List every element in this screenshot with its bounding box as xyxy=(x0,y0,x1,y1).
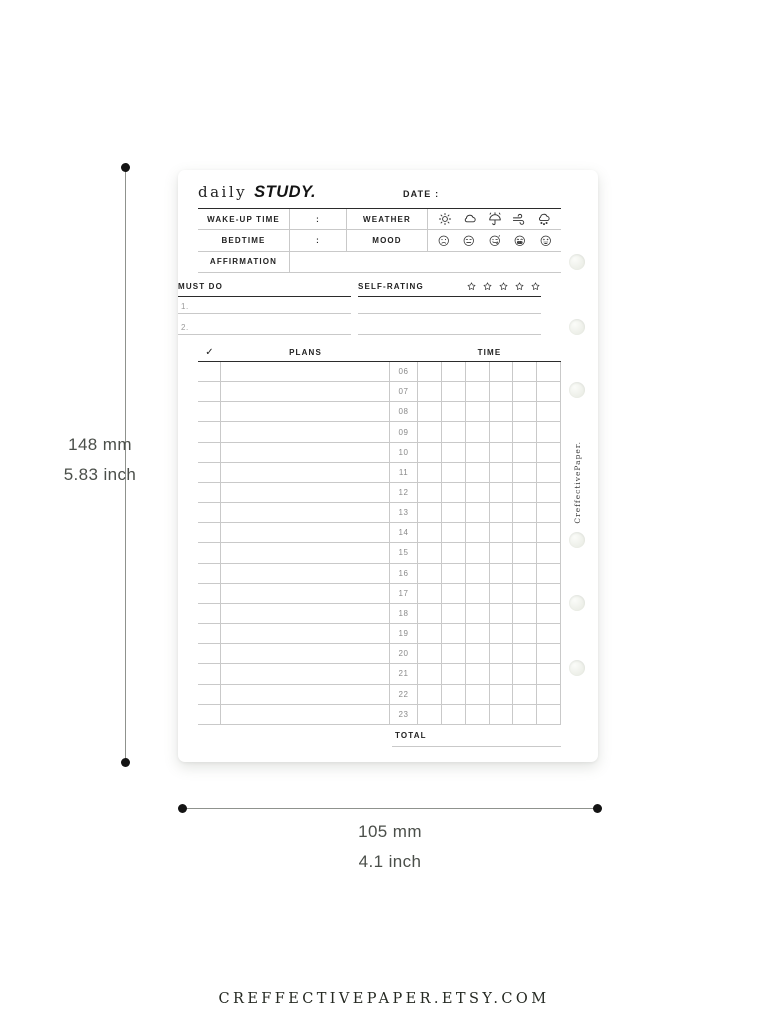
star-icon[interactable] xyxy=(482,281,493,292)
schedule-row xyxy=(198,543,561,563)
time-slot-cell[interactable] xyxy=(442,664,466,683)
time-slot-cell[interactable] xyxy=(537,604,561,623)
star-icon[interactable] xyxy=(530,281,541,292)
schedule-row xyxy=(198,564,561,584)
time-slot-cell[interactable] xyxy=(490,584,514,603)
title-study: STUDY. xyxy=(254,183,317,201)
plan-cell[interactable] xyxy=(221,463,390,482)
time-slot-cell[interactable] xyxy=(537,584,561,603)
hour-label: 10 xyxy=(390,443,418,462)
time-slot-cell[interactable] xyxy=(513,644,537,663)
hour-label: 20 xyxy=(390,644,418,663)
check-cell[interactable] xyxy=(198,644,221,663)
mood-icons xyxy=(428,230,561,251)
must-do-label: MUST DO xyxy=(178,281,223,291)
time-slot-cell[interactable] xyxy=(490,644,514,663)
time-slot-cell[interactable] xyxy=(513,543,537,562)
hour-label: 11 xyxy=(390,463,418,482)
time-slot-cell[interactable] xyxy=(442,463,466,482)
hour-label: 18 xyxy=(390,604,418,623)
time-slot-cell[interactable] xyxy=(418,664,442,683)
time-slot-cell[interactable] xyxy=(418,604,442,623)
plan-cell[interactable] xyxy=(221,362,390,381)
time-slot-cell[interactable] xyxy=(418,463,442,482)
schedule-row xyxy=(198,644,561,664)
schedule-row xyxy=(198,422,561,442)
time-slot-cell[interactable] xyxy=(490,604,514,623)
check-cell[interactable] xyxy=(198,463,221,482)
time-slot-cell[interactable] xyxy=(490,543,514,562)
check-cell[interactable] xyxy=(198,483,221,502)
wakeup-label: WAKE-UP TIME xyxy=(207,214,280,224)
plan-cell[interactable] xyxy=(221,422,390,441)
time-slot-cell[interactable] xyxy=(466,483,490,502)
time-slot-cell[interactable] xyxy=(418,523,442,542)
check-cell[interactable] xyxy=(198,523,221,542)
time-slot-cell[interactable] xyxy=(418,443,442,462)
time-slot-cell[interactable] xyxy=(466,382,490,401)
must-do-line[interactable] xyxy=(178,314,351,335)
plan-cell[interactable] xyxy=(221,604,390,623)
time-slot-cell[interactable] xyxy=(490,362,514,381)
width-mm-label: 105 mm xyxy=(358,822,422,841)
hour-label: 19 xyxy=(390,624,418,643)
time-slot-cell[interactable] xyxy=(513,483,537,502)
time-slot-cell[interactable] xyxy=(418,564,442,583)
brand-text: CreffectivePaper. xyxy=(573,440,582,524)
schedule-row xyxy=(198,624,561,644)
time-slot-cell[interactable] xyxy=(442,685,466,704)
schedule-row xyxy=(198,503,561,523)
binder-hole xyxy=(569,595,585,611)
check-cell[interactable] xyxy=(198,584,221,603)
time-slot-cell[interactable] xyxy=(513,523,537,542)
width-inch-label: 4.1 inch xyxy=(358,852,422,871)
hour-label: 21 xyxy=(390,664,418,683)
time-column-header: TIME xyxy=(477,348,502,357)
plan-cell[interactable] xyxy=(221,503,390,522)
schedule-table xyxy=(198,344,561,751)
total-field[interactable] xyxy=(392,746,561,747)
time-slot-cell[interactable] xyxy=(490,402,514,421)
wakeup-colon: : xyxy=(316,214,320,224)
schedule-row xyxy=(198,705,561,725)
vertical-brand xyxy=(571,434,584,530)
plan-cell[interactable] xyxy=(221,624,390,643)
time-slot-cell[interactable] xyxy=(537,624,561,643)
sun-icon[interactable] xyxy=(437,211,453,227)
time-slot-cell[interactable] xyxy=(466,705,490,724)
hour-label: 07 xyxy=(390,382,418,401)
time-slot-cell[interactable] xyxy=(490,443,514,462)
time-slot-cell[interactable] xyxy=(537,685,561,704)
schedule-row xyxy=(198,402,561,422)
affirmation-label: AFFIRMATION xyxy=(209,257,278,267)
star-icon[interactable] xyxy=(466,281,477,292)
schedule-header xyxy=(198,344,561,362)
time-slot-cell[interactable] xyxy=(537,483,561,502)
time-slot-cell[interactable] xyxy=(537,402,561,421)
schedule-row xyxy=(198,463,561,483)
plan-cell[interactable] xyxy=(221,664,390,683)
time-slot-cell[interactable] xyxy=(513,584,537,603)
dimension-dot xyxy=(121,163,130,172)
plan-cell[interactable] xyxy=(221,443,390,462)
star-icon[interactable] xyxy=(514,281,525,292)
time-slot-cell[interactable] xyxy=(513,443,537,462)
wind-icon[interactable] xyxy=(511,211,527,227)
time-slot-cell[interactable] xyxy=(418,402,442,421)
rating-line[interactable] xyxy=(358,297,541,314)
schedule-row xyxy=(198,382,561,402)
time-slot-cell[interactable] xyxy=(513,402,537,421)
time-slot-cell[interactable] xyxy=(466,503,490,522)
hour-label: 06 xyxy=(390,362,418,381)
weather-label: WEATHER xyxy=(363,214,411,224)
rain-umbrella-icon[interactable] xyxy=(487,211,503,227)
time-slot-cell[interactable] xyxy=(418,644,442,663)
time-slot-cell[interactable] xyxy=(418,624,442,643)
hour-label: 09 xyxy=(390,422,418,441)
time-slot-cell[interactable] xyxy=(442,402,466,421)
time-slot-cell[interactable] xyxy=(513,604,537,623)
time-slot-cell[interactable] xyxy=(513,463,537,482)
check-cell[interactable] xyxy=(198,422,221,441)
binder-hole xyxy=(569,319,585,335)
time-slot-cell[interactable] xyxy=(418,685,442,704)
date-field[interactable]: DATE : xyxy=(403,189,440,199)
planner-page xyxy=(178,170,598,762)
time-slot-cell[interactable] xyxy=(466,443,490,462)
dimension-dot xyxy=(593,804,602,813)
time-slot-cell[interactable] xyxy=(466,685,490,704)
height-mm-label: 148 mm xyxy=(68,435,132,454)
grin-face-icon[interactable] xyxy=(513,234,527,248)
check-cell[interactable] xyxy=(198,664,221,683)
time-slot-cell[interactable] xyxy=(466,644,490,663)
time-slot-cell[interactable] xyxy=(513,362,537,381)
schedule-row xyxy=(198,604,561,624)
self-rating-label: SELF-RATING xyxy=(358,281,424,291)
check-cell[interactable] xyxy=(198,604,221,623)
time-slot-cell[interactable] xyxy=(490,624,514,643)
binder-hole xyxy=(569,660,585,676)
total-row xyxy=(198,725,561,751)
hour-label: 13 xyxy=(390,503,418,522)
time-slot-cell[interactable] xyxy=(537,463,561,482)
check-cell[interactable] xyxy=(198,443,221,462)
hour-label: 12 xyxy=(390,483,418,502)
time-slot-cell[interactable] xyxy=(442,644,466,663)
check-cell[interactable] xyxy=(198,685,221,704)
width-annotation xyxy=(284,817,496,877)
website-label: CREFFECTIVEPAPER.ETSY.COM xyxy=(218,991,550,1007)
time-slot-cell[interactable] xyxy=(537,443,561,462)
check-cell[interactable] xyxy=(198,543,221,562)
time-slot-cell[interactable] xyxy=(442,584,466,603)
width-dimension-line xyxy=(182,808,598,809)
time-slot-cell[interactable] xyxy=(466,543,490,562)
plan-cell[interactable] xyxy=(221,402,390,421)
plan-cell[interactable] xyxy=(221,564,390,583)
time-slot-cell[interactable] xyxy=(418,422,442,441)
excited-face-icon[interactable] xyxy=(539,234,553,248)
time-slot-cell[interactable] xyxy=(513,382,537,401)
time-slot-cell[interactable] xyxy=(537,705,561,724)
must-do-number: 2. xyxy=(181,323,189,332)
time-slot-cell[interactable] xyxy=(418,382,442,401)
sad-face-icon[interactable] xyxy=(437,234,451,248)
hour-label: 16 xyxy=(390,564,418,583)
hour-label: 14 xyxy=(390,523,418,542)
rating-line[interactable] xyxy=(358,314,541,335)
time-slot-cell[interactable] xyxy=(537,382,561,401)
time-slot-cell[interactable] xyxy=(537,362,561,381)
hour-label: 15 xyxy=(390,543,418,562)
info-table xyxy=(198,208,561,273)
time-slot-cell[interactable] xyxy=(466,422,490,441)
plan-cell[interactable] xyxy=(221,543,390,562)
check-column-header: ✓ xyxy=(205,347,214,358)
bedtime-field[interactable] xyxy=(290,230,347,251)
height-inch-label: 5.83 inch xyxy=(63,465,137,484)
rating-stars xyxy=(466,281,541,292)
schedule-rows xyxy=(198,362,561,725)
time-slot-cell[interactable] xyxy=(466,564,490,583)
schedule-row xyxy=(198,584,561,604)
hour-label: 08 xyxy=(390,402,418,421)
plan-cell[interactable] xyxy=(221,644,390,663)
time-slot-cell[interactable] xyxy=(442,443,466,462)
check-cell[interactable] xyxy=(198,503,221,522)
schedule-row xyxy=(198,483,561,503)
bedtime-colon: : xyxy=(316,235,320,245)
plan-cell[interactable] xyxy=(221,685,390,704)
plan-cell[interactable] xyxy=(221,382,390,401)
check-cell[interactable] xyxy=(198,402,221,421)
check-cell[interactable] xyxy=(198,705,221,724)
time-slot-cell[interactable] xyxy=(442,483,466,502)
time-slot-cell[interactable] xyxy=(466,362,490,381)
time-slot-cell[interactable] xyxy=(513,564,537,583)
time-slot-cell[interactable] xyxy=(466,664,490,683)
planner-header xyxy=(198,183,561,207)
time-slot-cell[interactable] xyxy=(537,422,561,441)
time-slot-cell[interactable] xyxy=(490,564,514,583)
time-slot-cell[interactable] xyxy=(466,584,490,603)
time-slot-cell[interactable] xyxy=(442,705,466,724)
schedule-row xyxy=(198,362,561,382)
time-slot-cell[interactable] xyxy=(466,402,490,421)
binder-hole xyxy=(569,382,585,398)
dimension-dot xyxy=(121,758,130,767)
time-slot-cell[interactable] xyxy=(418,362,442,381)
check-cell[interactable] xyxy=(198,624,221,643)
time-slot-cell[interactable] xyxy=(490,664,514,683)
time-slot-cell[interactable] xyxy=(490,523,514,542)
time-slot-cell[interactable] xyxy=(418,543,442,562)
plan-cell[interactable] xyxy=(221,523,390,542)
check-cell[interactable] xyxy=(198,362,221,381)
hour-label: 23 xyxy=(390,705,418,724)
snow-icon[interactable] xyxy=(536,211,552,227)
time-slot-cell[interactable] xyxy=(537,523,561,542)
time-slot-cell[interactable] xyxy=(490,503,514,522)
binder-hole xyxy=(569,254,585,270)
weather-icons xyxy=(428,209,561,230)
time-slot-cell[interactable] xyxy=(442,362,466,381)
time-slot-cell[interactable] xyxy=(513,685,537,704)
time-slot-cell[interactable] xyxy=(490,463,514,482)
binder-hole xyxy=(569,532,585,548)
total-label: TOTAL xyxy=(395,730,427,740)
plan-cell[interactable] xyxy=(221,483,390,502)
time-slot-cell[interactable] xyxy=(442,564,466,583)
time-slot-cell[interactable] xyxy=(537,503,561,522)
self-rating-section xyxy=(358,276,541,335)
time-slot-cell[interactable] xyxy=(490,483,514,502)
time-slot-cell[interactable] xyxy=(442,604,466,623)
plan-cell[interactable] xyxy=(221,705,390,724)
time-slot-cell[interactable] xyxy=(418,503,442,522)
height-annotation xyxy=(25,430,175,490)
time-slot-cell[interactable] xyxy=(442,503,466,522)
mood-label: MOOD xyxy=(372,235,402,245)
affirmation-field[interactable] xyxy=(290,252,561,273)
time-slot-cell[interactable] xyxy=(513,664,537,683)
time-slot-cell[interactable] xyxy=(442,382,466,401)
time-slot-cell[interactable] xyxy=(466,523,490,542)
time-slot-cell[interactable] xyxy=(490,685,514,704)
schedule-row xyxy=(198,443,561,463)
title-daily: daily xyxy=(198,183,248,201)
wink-face-icon[interactable] xyxy=(488,234,502,248)
schedule-row xyxy=(198,685,561,705)
time-slot-cell[interactable] xyxy=(466,604,490,623)
time-slot-cell[interactable] xyxy=(513,624,537,643)
wakeup-time-field[interactable] xyxy=(290,209,347,230)
cloud-icon[interactable] xyxy=(462,211,478,227)
must-do-section xyxy=(178,276,351,335)
bedtime-label: BEDTIME xyxy=(221,235,266,245)
time-slot-cell[interactable] xyxy=(513,705,537,724)
must-do-number: 1. xyxy=(181,302,189,311)
neutral-face-icon[interactable] xyxy=(462,234,476,248)
hour-label: 17 xyxy=(390,584,418,603)
time-slot-cell[interactable] xyxy=(513,422,537,441)
plan-cell[interactable] xyxy=(221,584,390,603)
time-slot-cell[interactable] xyxy=(537,543,561,562)
time-slot-cell[interactable] xyxy=(466,463,490,482)
time-slot-cell[interactable] xyxy=(490,705,514,724)
time-slot-cell[interactable] xyxy=(513,503,537,522)
check-cell[interactable] xyxy=(198,564,221,583)
must-do-line[interactable] xyxy=(178,297,351,314)
star-icon[interactable] xyxy=(498,281,509,292)
schedule-row xyxy=(198,523,561,543)
time-slot-cell[interactable] xyxy=(537,664,561,683)
time-slot-cell[interactable] xyxy=(442,523,466,542)
check-cell[interactable] xyxy=(198,382,221,401)
time-slot-cell[interactable] xyxy=(418,584,442,603)
time-slot-cell[interactable] xyxy=(490,422,514,441)
dimension-dot xyxy=(178,804,187,813)
time-slot-cell[interactable] xyxy=(418,483,442,502)
time-slot-cell[interactable] xyxy=(466,624,490,643)
time-slot-cell[interactable] xyxy=(537,564,561,583)
time-slot-cell[interactable] xyxy=(537,644,561,663)
time-slot-cell[interactable] xyxy=(442,543,466,562)
time-slot-cell[interactable] xyxy=(418,705,442,724)
schedule-row xyxy=(198,664,561,684)
plans-column-header: PLANS xyxy=(289,348,322,357)
time-slot-cell[interactable] xyxy=(442,422,466,441)
hour-label: 22 xyxy=(390,685,418,704)
time-slot-cell[interactable] xyxy=(490,382,514,401)
time-slot-cell[interactable] xyxy=(442,624,466,643)
